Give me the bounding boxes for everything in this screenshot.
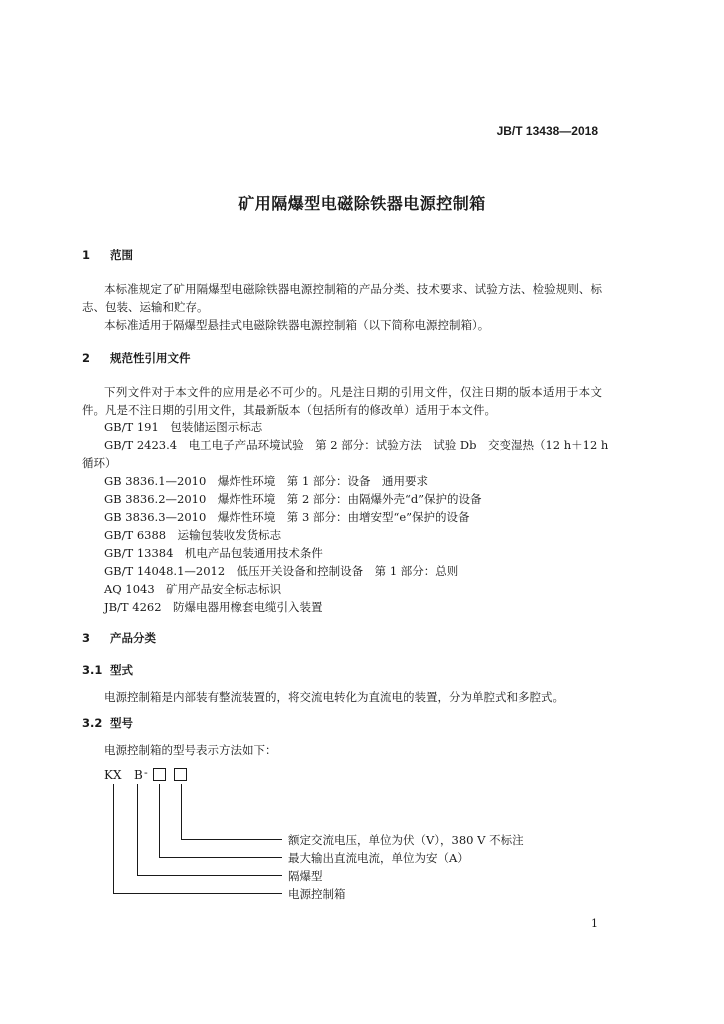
section-3-1-heading [82,662,133,678]
reference-item [104,545,323,561]
model-prefix: KX [104,768,122,782]
section-3-2-heading [82,715,133,731]
normative-intro: 下列文件对于本文件的应用是必不可少的。凡是注日期的引用文件，仅注日期的版本适用于本文件。凡是不注日期的引用文件，其最新版本（包括所有的修改单）适用于本文件。 [82,385,602,417]
reference-item [104,581,281,597]
scope-paragraph-1: 本标准规定了矿用隔爆型电磁除铁器电源控制箱的产品分类、技术要求、试验方法、检验规则、标志、包装、运输和贮存。 [82,282,602,314]
section-title: 型号 [110,716,133,730]
reference-title: 爆炸性环境 第 1 部分：设备 通用要求 [217,474,428,488]
model-explosion-proof-letter: B [134,768,143,782]
reference-title: 防爆电器用橡套电缆引入装置 [173,600,323,614]
reference-continuation: 循环） [82,456,117,470]
leader-line-voltage-h [181,839,282,840]
leader-line-voltage [181,784,182,839]
scope-paragraph-2: 本标准适用于隔爆型悬挂式电磁除铁器电源控制箱（以下简称电源控制箱）。 [104,318,490,332]
reference-code: GB 3836.2—2010 [104,492,207,506]
reference-title: 运输包装收发货标志 [177,528,282,542]
section-title: 范围 [110,248,133,262]
reference-code: GB/T 191 [104,420,159,434]
leader-line-explosion-proof-h [137,875,282,876]
leader-line-control-box-h [113,893,282,894]
reference-item [104,473,428,489]
reference-item [104,599,323,615]
reference-code: JB/T 4262 [104,600,162,614]
reference-item [104,491,482,507]
reference-title: 爆炸性环境 第 3 部分：由增安型“e”保护的设备 [217,510,470,524]
page-number: 1 [591,917,598,930]
reference-item [104,419,262,435]
voltage-placeholder-box [174,768,187,781]
reference-code: GB/T 2423.4 [104,438,178,452]
reference-code: GB 3836.1—2010 [104,474,207,488]
section-number: 2 [82,351,91,365]
reference-item [104,563,458,579]
section-title: 规范性引用文件 [110,351,191,365]
section-3-heading [82,630,156,646]
section-2-heading [82,350,191,366]
reference-title: 包装储运图示标志 [170,420,263,434]
leader-line-control-box [113,784,114,893]
legend-control-box: 电源控制箱 [288,887,346,901]
reference-code: GB/T 14048.1—2012 [104,564,226,578]
reference-title: 电工电子产品环境试验 第 2 部分：试验方法 试验 Db 交变湿热（12 h＋12 h [188,438,609,452]
section-title: 产品分类 [110,631,156,645]
document-title: 矿用隔爆型电磁除铁器电源控制箱 [238,194,486,213]
reference-item [104,527,281,543]
leader-line-current-h [159,857,282,858]
reference-title: 矿用产品安全标志标识 [166,582,282,596]
reference-code: GB 3836.3—2010 [104,510,207,524]
legend-explosion-proof: 隔爆型 [288,869,323,883]
reference-title: 低压开关设备和控制设备 第 1 部分：总则 [236,564,459,578]
reference-code: GB/T 6388 [104,528,167,542]
model-intro: 电源控制箱的型号表示方法如下： [104,743,277,757]
section-title: 型式 [110,663,133,677]
reference-item [104,437,608,453]
model-dash: - [144,766,148,779]
current-placeholder-box [153,768,166,781]
section-1-heading [82,247,133,263]
legend-voltage: 额定交流电压，单位为伏（V），380 V 不标注 [288,833,524,847]
leader-line-current [159,784,160,857]
reference-item [104,509,470,525]
standard-number: JB/T 13438—2018 [496,124,598,138]
reference-code: GB/T 13384 [104,546,174,560]
section-number: 3 [82,631,91,645]
section-number: 3.2 [82,716,103,730]
leader-line-explosion-proof [137,784,138,875]
section-number: 3.1 [82,663,103,677]
type-description: 电源控制箱是内部装有整流装置的，将交流电转化为直流电的装置，分为单腔式和多腔式。 [104,690,564,704]
reference-title: 爆炸性环境 第 2 部分：由隔爆外壳“d”保护的设备 [217,492,482,506]
section-number: 1 [82,248,91,262]
reference-code: AQ 1043 [104,582,155,596]
reference-title: 机电产品包装通用技术条件 [184,546,323,560]
legend-current: 最大输出直流电流，单位为安（A） [288,851,469,865]
